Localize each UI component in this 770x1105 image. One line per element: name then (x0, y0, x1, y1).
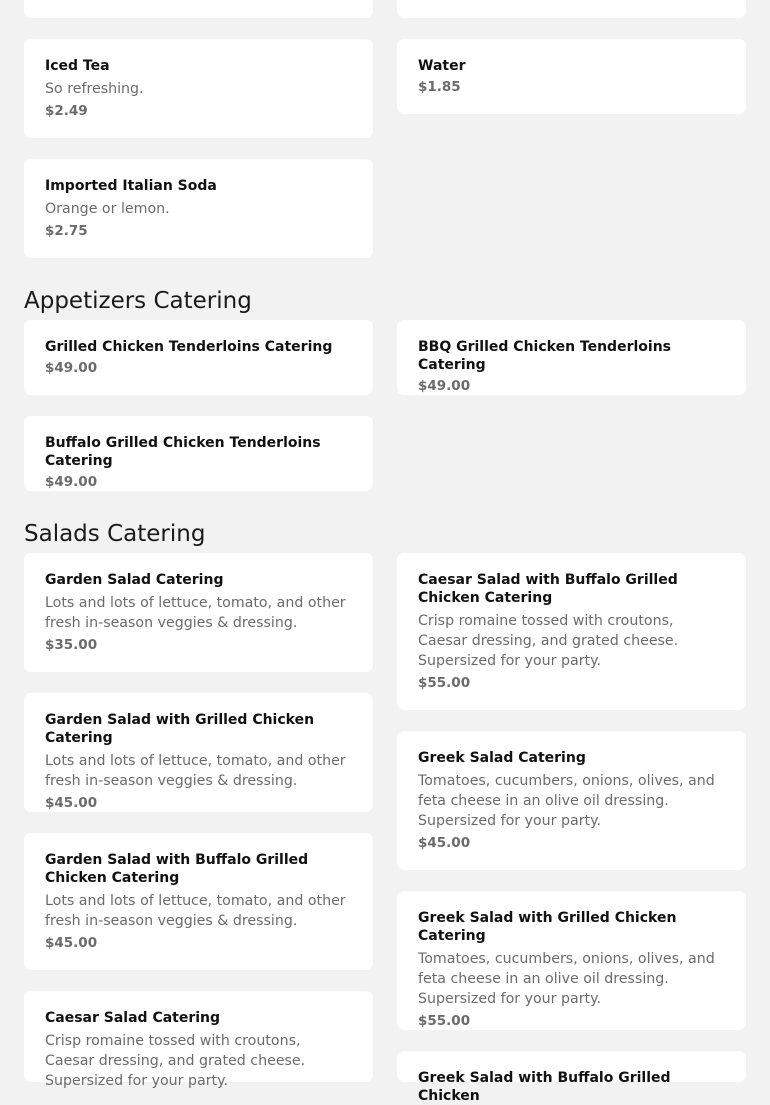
menu-item-name: Iced Tea (45, 58, 110, 74)
section-title-salads: Salads Catering (24, 521, 206, 547)
menu-item-name: Garden Salad with Buffalo Grilled Chicken Catering (45, 852, 309, 886)
menu-item-price: $35.00 (45, 637, 98, 653)
menu-item-price: $55.00 (418, 675, 471, 691)
menu-item-card-garden-salad[interactable] (24, 553, 373, 672)
menu-item-name: Caesar Salad with Buffalo Grilled Chicken Catering (418, 572, 678, 606)
menu-item-price: $2.75 (45, 223, 88, 239)
menu-item-price: $45.00 (45, 795, 98, 811)
menu-item-card-italian-soda[interactable] (24, 159, 373, 258)
menu-item-card-iced-tea[interactable] (24, 39, 373, 138)
menu-item-card-garden-buffalo[interactable] (24, 833, 373, 970)
menu-item-price: $1.85 (418, 79, 461, 95)
menu-item-name: Greek Salad with Buffalo Grilled Chicken (418, 1070, 671, 1104)
menu-item-name: Buffalo Grilled Chicken Tenderloins Catering (45, 435, 321, 469)
menu-item-name: Greek Salad with Grilled Chicken Catering (418, 910, 677, 944)
menu-item-name: Grilled Chicken Tenderloins Catering (45, 339, 333, 355)
menu-item-price: $45.00 (45, 935, 98, 951)
menu-item-card-buffalo-tenderloins[interactable] (24, 416, 373, 491)
menu-item-card-bbq-tenderloins[interactable] (397, 320, 746, 395)
menu-item-price: $2.49 (45, 103, 88, 119)
menu-item-price: $55.00 (418, 1013, 471, 1029)
menu-item-price: $45.00 (418, 835, 471, 851)
menu-item-card-caesar-salad[interactable] (24, 991, 373, 1089)
menu-item-description: Lots and lots of lettuce, tomato, and other fresh in-season veggies & dressing. (45, 595, 346, 631)
menu-item-description: Orange or lemon. (45, 201, 170, 217)
menu-item-card-garden-grilled[interactable] (24, 693, 373, 812)
menu-item-name: Imported Italian Soda (45, 178, 217, 194)
menu-item-card-partial-left[interactable] (24, 0, 373, 18)
menu-item-card-greek-buffalo[interactable] (397, 1051, 746, 1104)
menu-item-card-greek-salad[interactable] (397, 731, 746, 870)
section-title-appetizers: Appetizers Catering (24, 288, 252, 314)
menu-item-name: Greek Salad Catering (418, 750, 586, 766)
menu-item-card-partial-right[interactable] (397, 0, 746, 18)
menu-item-price: $49.00 (45, 474, 98, 490)
menu-item-card-greek-grilled[interactable] (397, 891, 746, 1030)
menu-item-card-water[interactable] (397, 39, 746, 114)
menu-item-description: Tomatoes, cucumbers, onions, olives, and feta cheese in an olive oil dressing. Supersized for your party. (418, 773, 715, 829)
menu-item-name: Caesar Salad Catering (45, 1010, 221, 1026)
menu-item-description: Lots and lots of lettuce, tomato, and other fresh in-season veggies & dressing. (45, 893, 346, 929)
menu-item-name: Garden Salad with Grilled Chicken Catering (45, 712, 315, 746)
menu-item-name: BBQ Grilled Chicken Tenderloins Catering (418, 339, 671, 373)
menu-item-description: Lots and lots of lettuce, tomato, and other fresh in-season veggies & dressing. (45, 753, 346, 789)
menu-item-price: $49.00 (45, 360, 98, 376)
menu-item-description: Crisp romaine tossed with croutons, Caesar dressing, and grated cheese. Supersized for your party. (45, 1033, 306, 1089)
menu-item-description: So refreshing. (45, 81, 144, 97)
menu-item-description: Crisp romaine tossed with croutons, Caesar dressing, and grated cheese. Supersized for your party. (418, 613, 679, 669)
menu-item-name: Water (418, 58, 466, 74)
menu-item-card-grilled-tenderloins[interactable] (24, 320, 373, 395)
menu-item-price: $49.00 (418, 378, 471, 394)
menu-item-description: Tomatoes, cucumbers, onions, olives, and feta cheese in an olive oil dressing. Supersized for your party. (418, 951, 715, 1007)
menu-item-card-caesar-buffalo[interactable] (397, 553, 746, 710)
menu-item-name: Garden Salad Catering (45, 572, 224, 588)
